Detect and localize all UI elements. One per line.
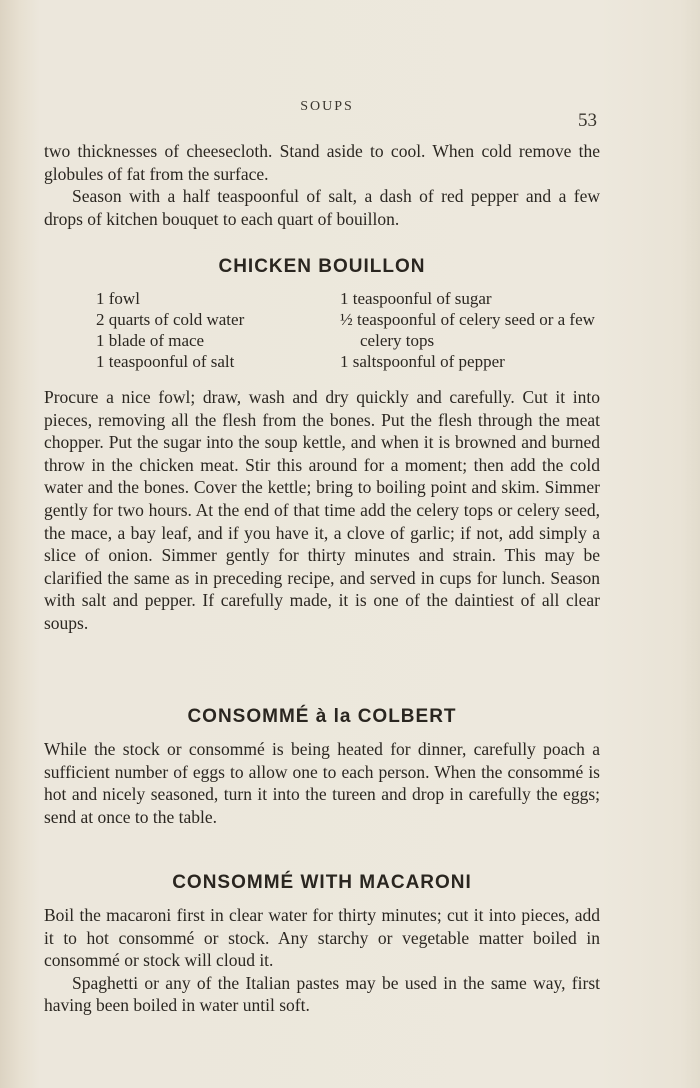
ingredients-right-column [340, 288, 602, 372]
intro-text [44, 140, 600, 230]
section-title-consomme-colbert: CONSOMMÉ à la COLBERT [187, 706, 457, 727]
consomme-macaroni-paragraph-2: Spaghetti or any of the Italian pastes may be used in the same way, first having been boiled in water until soft. [44, 972, 600, 1016]
chicken-bouillon-instructions [44, 386, 600, 635]
section-title-consomme-macaroni: CONSOMMÉ WITH MACARONI [172, 872, 472, 893]
page-number: 53 [578, 110, 597, 131]
consomme-macaroni-instructions [44, 904, 600, 1017]
section-title-chicken-bouillon: CHICKEN BOUILLON [218, 256, 426, 277]
chicken-bouillon-body: Procure a nice fowl; draw, wash and dry quickly and carefully. Cut it into pieces, removing all the flesh from the bones. Put the flesh through the meat chopper. Put the sugar into the soup kettle, and when it is browned and burned throw in the chicken meat. Stir this around for a moment; then add the cold water and the bones. Cover the kettle; bring to boiling point and skim. Simmer gently for two hours. At the end of that time add the celery tops or celery seed, the mace, a bay leaf, and if you have it, a clove of garlic; if not, add simply a slice of onion. Simmer gently for thirty minutes and strain. This may be clarified the same as in preceding recipe, and served in cups for lunch. Season with salt and pepper. If carefully made, it is one of the daintiest of all clear soups. [44, 387, 600, 633]
consomme-colbert-instructions [44, 738, 600, 828]
ingredient-item: 1 teaspoonful of sugar [340, 289, 492, 308]
intro-paragraph-1: two thicknesses of cheesecloth. Stand aside to cool. When cold remove the globules of fat from the surface. [44, 141, 600, 184]
consomme-colbert-body: While the stock or consommé is being heated for dinner, carefully poach a sufficient number of eggs to allow one to each person. When the consommé is hot and nicely seasoned, turn it into the tureen and drop in carefully the eggs; send at once to the table. [44, 739, 600, 827]
ingredient-item: 1 teaspoonful of salt [96, 352, 235, 371]
ingredient-item: 1 fowl [96, 289, 140, 308]
ingredient-item: 1 blade of mace [96, 331, 205, 350]
ingredients-list [96, 288, 602, 372]
ingredient-item: 1 saltspoonful of pepper [340, 352, 505, 371]
ingredient-item: ½ teaspoonful of celery seed or a few celery tops [340, 310, 595, 350]
running-head: SOUPS [300, 99, 354, 114]
ingredients-left-column [96, 288, 316, 372]
consomme-macaroni-paragraph-1: Boil the macaroni first in clear water for thirty minutes; cut it into pieces, add it to hot consommé or stock. Any starchy or vegetable matter boiled in consommé or stock will cloud it. [44, 905, 600, 971]
ingredient-item: 2 quarts of cold water [96, 310, 245, 329]
intro-paragraph-2: Season with a half teaspoonful of salt, a dash of red pepper and a few drops of kitchen bouquet to each quart of bouillon. [44, 186, 600, 229]
